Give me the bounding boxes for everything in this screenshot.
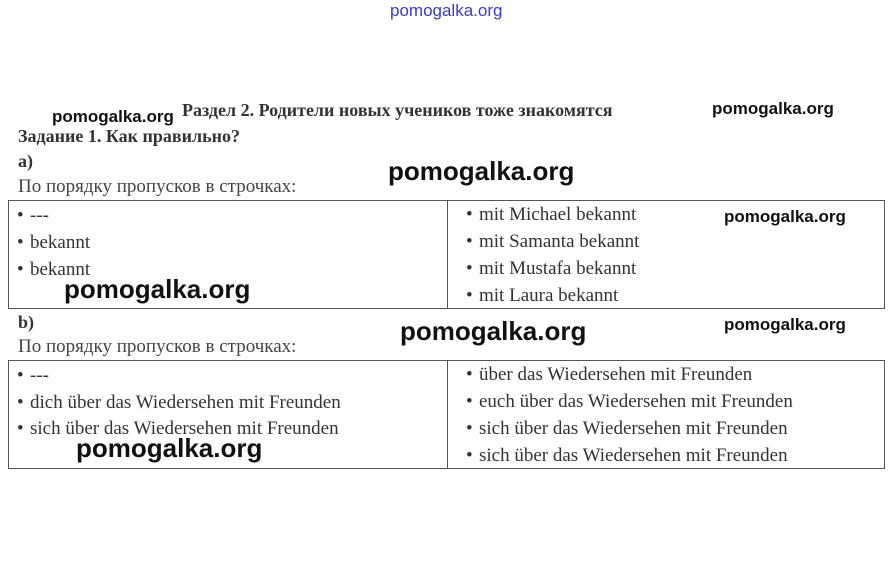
watermark-left-table-b: pomogalka.org	[76, 433, 263, 463]
table-b-right-column	[448, 361, 884, 468]
watermark-top: pomogalka.org	[390, 1, 503, 20]
task-title: Задание 1. Как правильно?	[18, 126, 240, 146]
watermark-right-b: pomogalka.org	[724, 315, 846, 334]
watermark-left-title: pomogalka.org	[52, 107, 174, 126]
list-item: • über das Wiedersehen mit Freunden	[466, 364, 753, 385]
part-a-hint: По порядку пропусков в строчках:	[18, 176, 297, 197]
list-item: • euch über das Wiedersehen mit Freunden	[466, 391, 793, 412]
part-b-hint: По порядку пропусков в строчках:	[18, 336, 297, 357]
watermark-right-title: pomogalka.org	[712, 99, 834, 118]
watermark-right-a: pomogalka.org	[724, 207, 846, 226]
list-item: • sich über das Wiedersehen mit Freunden	[17, 418, 339, 439]
list-item: • sich über das Wiedersehen mit Freunden	[466, 445, 788, 466]
part-a-label: a)	[18, 151, 33, 171]
list-item: • mit Samanta bekannt	[466, 231, 640, 252]
list-item: • ---	[17, 205, 49, 226]
list-item: • mit Mustafa bekannt	[466, 258, 637, 279]
part-b-label: b)	[18, 312, 35, 332]
watermark-center-a: pomogalka.org	[388, 156, 575, 186]
list-item: • mit Michael bekannt	[466, 204, 637, 225]
list-item: • sich über das Wiedersehen mit Freunden	[466, 418, 788, 439]
list-item: • bekannt	[17, 259, 91, 280]
list-item: • bekannt	[17, 232, 91, 253]
list-item: • mit Laura bekannt	[466, 285, 619, 306]
section-title: Раздел 2. Родители новых учеников тоже знакомятся	[182, 100, 613, 120]
watermark-center-b: pomogalka.org	[400, 316, 587, 346]
list-item: • ---	[17, 365, 49, 386]
list-item: • dich über das Wiedersehen mit Freunden	[17, 392, 341, 413]
watermark-left-table-a: pomogalka.org	[64, 274, 251, 304]
